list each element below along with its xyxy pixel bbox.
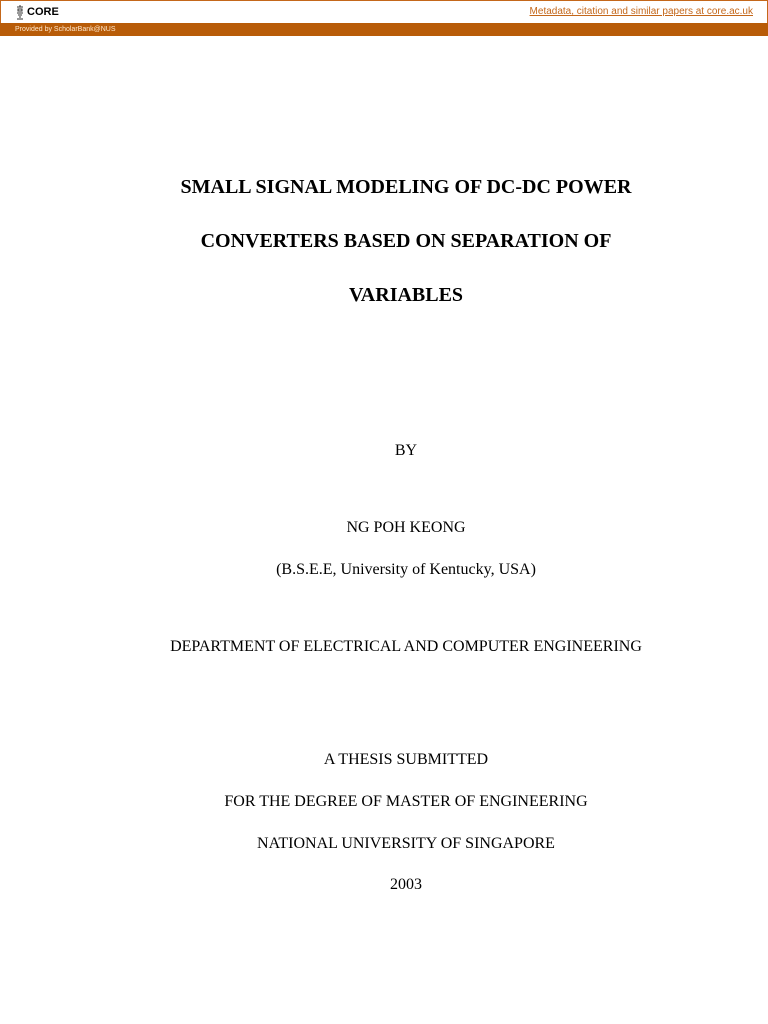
thesis-submitted-line: A THESIS SUBMITTED xyxy=(323,751,489,768)
thesis-title-line-3: VARIABLES xyxy=(348,284,464,306)
university-name: NATIONAL UNIVERSITY OF SINGAPORE xyxy=(257,835,555,852)
core-logo-text: CORE xyxy=(27,6,59,18)
provided-by-text: Provided by ScholarBank@NUS xyxy=(15,26,116,33)
author-prior-degree: (B.S.E.E, University of Kentucky, USA) xyxy=(276,561,536,578)
by-label: BY xyxy=(394,442,418,459)
core-logo-icon xyxy=(15,4,25,20)
submission-year: 2003 xyxy=(390,876,422,893)
core-banner xyxy=(0,0,768,23)
core-logo[interactable] xyxy=(15,4,59,20)
degree-purpose-line: FOR THE DEGREE OF MASTER OF ENGINEERING xyxy=(224,793,588,810)
provided-by-bar xyxy=(0,23,768,36)
core-metadata-link[interactable]: Metadata, citation and similar papers at core.ac.uk xyxy=(529,6,753,17)
thesis-title-line-1: SMALL SIGNAL MODELING OF DC-DC POWER xyxy=(180,176,632,198)
department-name: DEPARTMENT OF ELECTRICAL AND COMPUTER ENGINEERING xyxy=(170,638,642,655)
thesis-title-line-2: CONVERTERS BASED ON SEPARATION OF xyxy=(200,230,612,252)
author-name: NG POH KEONG xyxy=(346,519,466,536)
